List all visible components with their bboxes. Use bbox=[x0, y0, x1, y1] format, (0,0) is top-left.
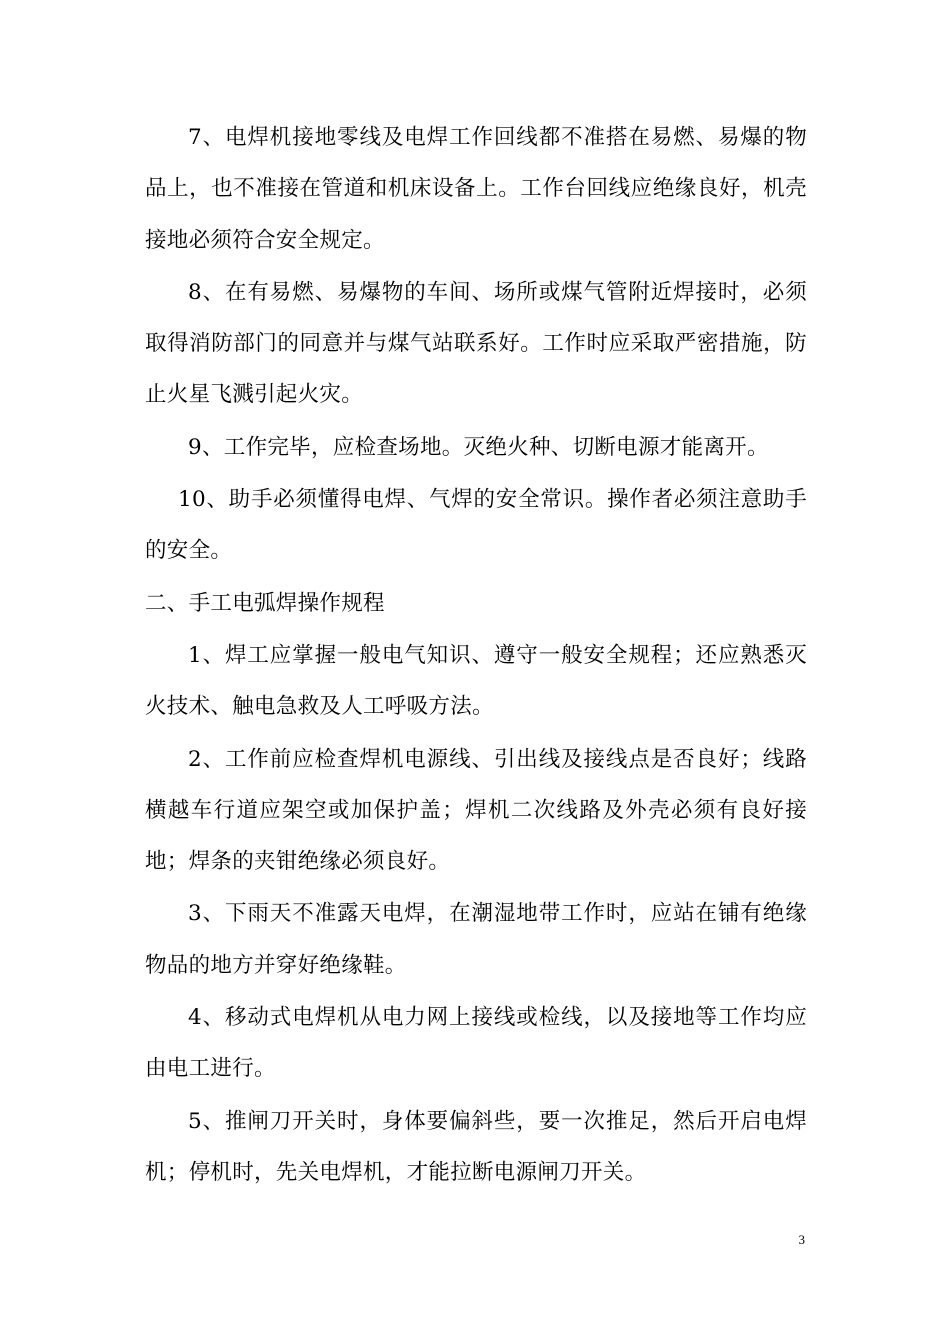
paragraph-item-5: 5、推闸刀开关时，身体要偏斜些，要一次推足，然后开启电焊机；停机时，先关电焊机，才能拉断电源闸刀开关。 bbox=[145, 1108, 807, 1185]
paragraph-item-9: 9、工作完毕，应检查场地。灭绝火种、切断电源才能离开。 bbox=[188, 434, 769, 460]
paragraph-item-4: 4、移动式电焊机从电力网上接线或检线，以及接地等工作均应由电工进行。 bbox=[145, 1005, 807, 1082]
document-body bbox=[145, 112, 807, 1199]
paragraph-item-8: 8、在有易燃、易爆物的车间、场所或煤气管附近焊接时，必须取得消防部门的同意并与煤气站联系好。工作时应采取严密措施，防止火星飞溅引起火灾。 bbox=[145, 279, 807, 408]
paragraph-item-7: 7、电焊机接地零线及电焊工作回线都不准搭在易燃、易爆的物品上，也不准接在管道和机床设备上。工作台回线应绝缘良好，机壳接地必须符合安全规定。 bbox=[145, 125, 807, 253]
section-heading: 二、手工电弧焊操作规程 bbox=[145, 590, 385, 616]
page-number: 3 bbox=[798, 1232, 805, 1247]
paragraph-item-3: 3、下雨天不准露天电焊，在潮湿地带工作时，应站在铺有绝缘物品的地方并穿好绝缘鞋。 bbox=[145, 901, 807, 978]
paragraph-item-2: 2、工作前应检查焊机电源线、引出线及接线点是否良好；线路横越车行道应架空或加保护盖；焊机二次线路及外壳必须有良好接地；焊条的夹钳绝缘必须良好。 bbox=[145, 746, 807, 875]
paragraph-item-10: 10、助手必须懂得电焊、气焊的安全常识。操作者必须注意助手的安全。 bbox=[145, 487, 807, 564]
paragraph-item-1: 1、焊工应掌握一般电气知识、遵守一般安全规程；还应熟悉灭火技术、触电急救及人工呼吸方法。 bbox=[145, 642, 807, 720]
